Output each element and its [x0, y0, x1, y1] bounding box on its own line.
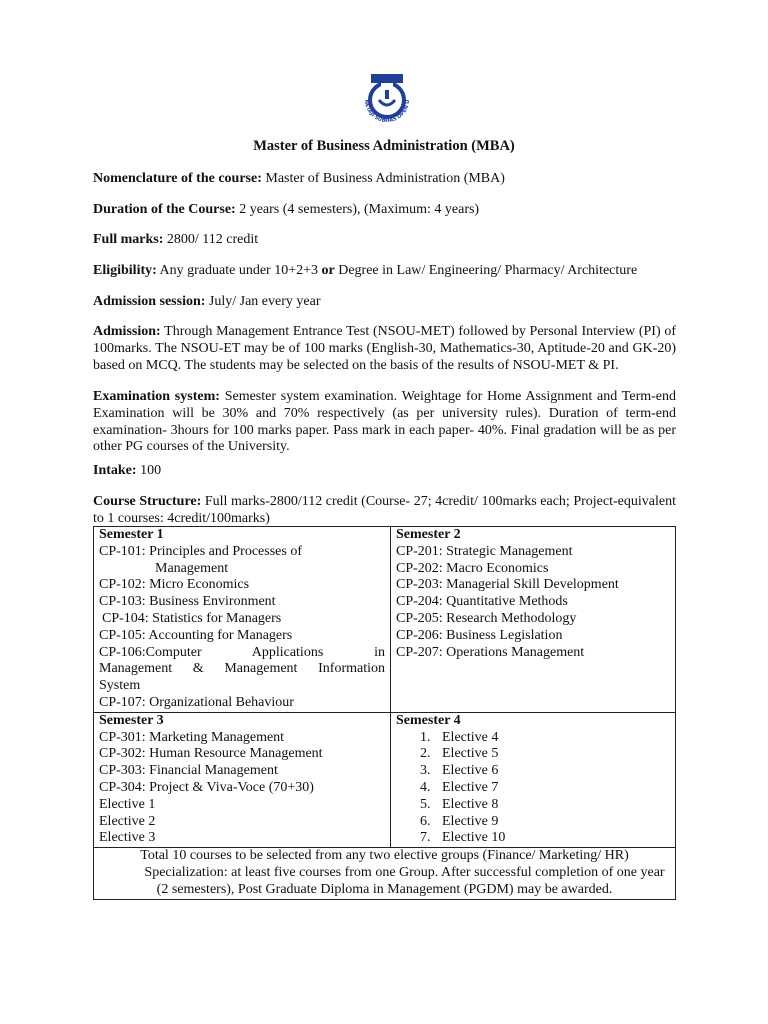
semester-2-heading: Semester 2: [396, 527, 461, 542]
semester-4-cell: [391, 712, 676, 847]
course-cp205: CP-205: Research Methodology: [396, 610, 577, 626]
elective-3: Elective 3: [99, 830, 156, 846]
university-logo-icon: [351, 70, 433, 130]
course-cp106-line2: Management & Management Information: [99, 661, 385, 677]
list-item-text: Elective 6: [442, 763, 499, 779]
table-row: [94, 848, 676, 899]
table-row: [94, 527, 676, 713]
table-row: [94, 712, 676, 847]
list-item-number: 2.: [420, 746, 431, 762]
semester-3-cell: [94, 712, 391, 847]
page-title: Master of Business Administration (MBA): [253, 138, 515, 154]
list-item-text: Elective 4: [442, 729, 499, 745]
course-cp106-line1: CP-106:Computer Applications in: [99, 644, 385, 660]
intake-label: Intake:: [93, 463, 137, 478]
list-item-text: Elective 7: [442, 779, 499, 795]
list-item-number: 7.: [420, 830, 431, 846]
course-structure-table: [93, 526, 676, 900]
course-cp104: CP-104: Statistics for Managers: [102, 610, 282, 626]
course-cp201: CP-201: Strategic Management: [396, 543, 573, 559]
course-cp207: CP-207: Operations Management: [396, 644, 585, 660]
list-item: [396, 746, 670, 763]
duration-label: Duration of the Course:: [93, 202, 236, 217]
footer-note-line1: Total 10 courses to be selected from any two elective groups (Finance/ Marketing/ HR): [140, 848, 629, 864]
list-item-number: 1.: [420, 729, 431, 745]
list-item-number: 3.: [420, 763, 431, 779]
list-item-text: Elective 10: [442, 830, 506, 846]
list-item-number: 6.: [420, 813, 431, 829]
course-cp107: CP-107: Organizational Behaviour: [99, 694, 294, 710]
eligibility-label: Eligibility:: [93, 263, 157, 278]
full-marks-value: 2800/ 112 credit: [163, 232, 259, 247]
course-structure-value: Full marks-2800/112 credit (Course- 27; 4credit/ 100marks each; Project-equivalent to 1 courses: 4credit/100marks): [93, 494, 676, 526]
admission-label: Admission:: [93, 324, 161, 339]
nomenclature-value: Master of Business Administration (MBA): [261, 171, 505, 186]
course-cp302: CP-302: Human Resource Management: [99, 746, 323, 762]
list-item-number: 4.: [420, 779, 431, 795]
course-cp102: CP-102: Micro Economics: [99, 577, 250, 593]
eligibility-row: [93, 263, 676, 280]
list-item: [396, 780, 670, 797]
intake-row: [93, 463, 676, 480]
eligibility-or: or: [321, 263, 335, 278]
course-cp101-line1: CP-101: Principles and Processes of: [99, 543, 302, 559]
duration-row: [93, 202, 676, 219]
examination-paragraph: [93, 389, 676, 456]
course-cp202: CP-202: Macro Economics: [396, 560, 549, 576]
list-item-text: Elective 5: [442, 746, 499, 762]
list-item: [396, 797, 670, 814]
list-item-text: Elective 8: [442, 796, 499, 812]
footer-note-line2: Specialization: at least five courses from one Group. After successful completion of one year (2 semesters), Post Graduate Diploma in Management (PGDM) may be awarded.: [144, 864, 665, 897]
course-cp106-line3: System: [99, 678, 141, 694]
university-logo: [351, 70, 433, 130]
full-marks-row: [93, 232, 676, 249]
eligibility-value-1: Any graduate under 10+2+3: [156, 263, 322, 278]
course-cp301: CP-301: Marketing Management: [99, 729, 285, 745]
logo-ring-text: NETAJI SUBHAS OPEN U: [362, 99, 412, 125]
course-cp206: CP-206: Business Legislation: [396, 627, 563, 643]
intake-value: 100: [136, 463, 162, 478]
nomenclature-row: [93, 171, 676, 188]
course-cp204: CP-204: Quantitative Methods: [396, 594, 568, 610]
elective-1: Elective 1: [99, 796, 156, 812]
footer-note-cell: [94, 848, 676, 899]
list-item-text: Elective 9: [442, 813, 499, 829]
elective-2: Elective 2: [99, 813, 156, 829]
list-item-number: 5.: [420, 796, 431, 812]
course-cp304: CP-304: Project & Viva-Voce (70+30): [99, 779, 314, 795]
course-cp103: CP-103: Business Environment: [99, 594, 276, 610]
admission-paragraph: [93, 324, 676, 374]
nomenclature-label: Nomenclature of the course:: [93, 171, 262, 186]
course-cp303: CP-303: Financial Management: [99, 763, 278, 779]
admission-session-value: July/ Jan every year: [205, 294, 321, 309]
course-cp203: CP-203: Managerial Skill Development: [396, 577, 619, 593]
course-structure-label: Course Structure:: [93, 494, 202, 509]
admission-value: Through Management Entrance Test (NSOU-MET) followed by Personal Interview (PI) of 100marks. The NSOU-ET may be of 100 marks (English-30, Mathematics-30, Aptitude-20 and GK-20) based on MCQ. The students may be selected on the basis of the results of NSOU-MET & PI.: [93, 324, 676, 373]
admission-session-label: Admission session:: [93, 294, 206, 309]
list-item: [396, 763, 670, 780]
duration-value: 2 years (4 semesters), (Maximum: 4 years): [235, 202, 480, 217]
eligibility-value-2: Degree in Law/ Engineering/ Pharmacy/ Architecture: [334, 263, 638, 278]
semester-1-heading: Semester 1: [99, 527, 164, 542]
full-marks-label: Full marks:: [93, 232, 164, 247]
examination-label: Examination system:: [93, 389, 220, 404]
course-cp105: CP-105: Accounting for Managers: [99, 627, 293, 643]
course-cp101-line2: Management: [155, 560, 229, 576]
examination-value: Semester system examination. Weightage for Home Assignment and Term-end Examination will be 30% and 70% respectively (as per university rules). Duration of term-end examination- 3hours for 100 marks paper. Pass mark in each paper- 40%. Final gradation will be as per other PG courses of the University.: [93, 389, 676, 455]
semester-4-heading: Semester 4: [396, 712, 461, 728]
semester-1-cell: [94, 527, 391, 713]
list-item: [396, 730, 670, 747]
semester-2-cell: [391, 527, 676, 713]
admission-session-row: [93, 294, 676, 311]
list-item: [396, 830, 670, 847]
course-structure-paragraph: [93, 494, 676, 528]
list-item: [396, 814, 670, 831]
semester-3-heading: Semester 3: [99, 712, 164, 728]
